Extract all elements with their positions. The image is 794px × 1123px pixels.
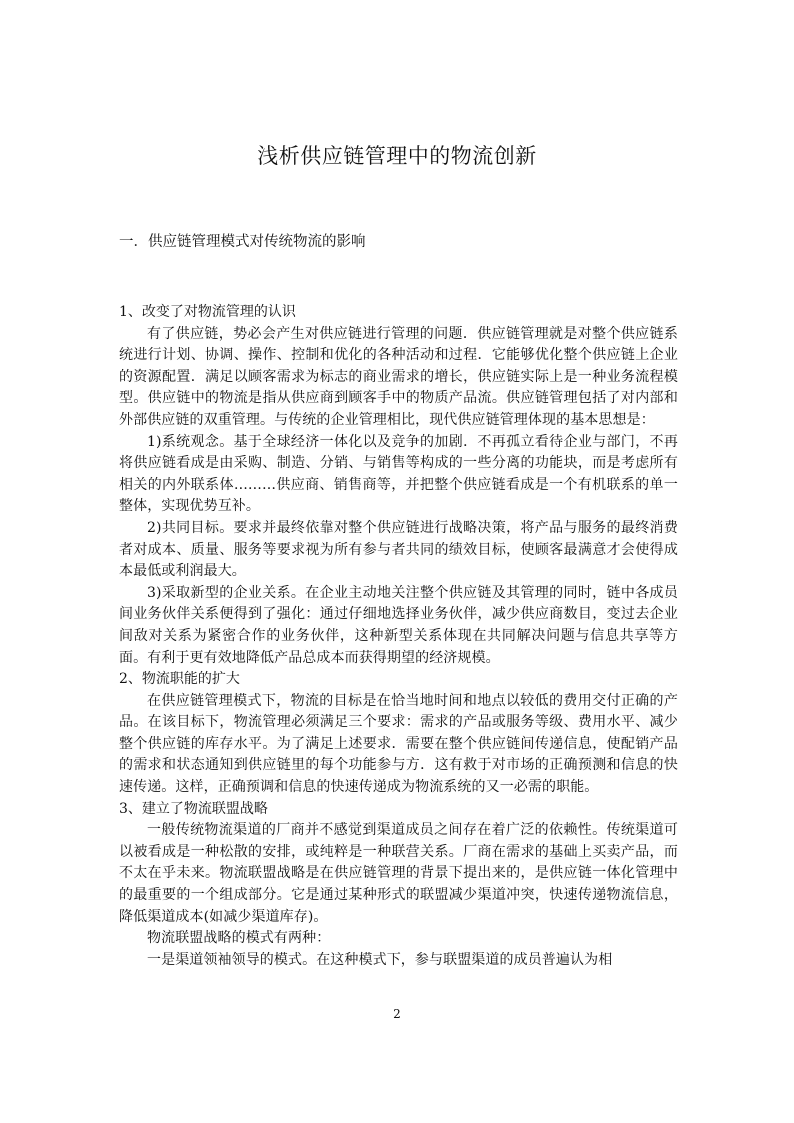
paragraph: 物流联盟战略的模式有两种：	[147, 930, 331, 947]
page-number: 2	[393, 1007, 401, 1021]
subsection-heading-2: 2、物流职能的扩大	[119, 671, 240, 688]
subsection-heading-1: 1、改变了对物流管理的认识	[119, 304, 296, 320]
paragraph: 在供应链管理模式下，物流的目标是在恰当地时间和地点以较低的费用交付正确的产品。在该目标下，物流管理必须满足三个要求：需求的产品或服务等级、费用水平、减少整个供应链的库存水平。为了满足上述要求．需要在整个供应链间传递信息，使配销产品的需求和状态通知到供应链里的每个功能参与方．这有救于对市场的正确预测和信息的快速传递。这样，正确预调和信息的快速传递成为物流系统的又一必需的职能。	[119, 692, 678, 796]
paragraph: 2)共同目标。要求并最终依靠对整个供应链进行战略决策，将产品与服务的最终消费者对成本、质量、服务等要求视为所有参与者共同的绩效目标，使顾客最满意才会使得成本最低或利润最大。	[119, 519, 678, 580]
paragraph: 有了供应链，势必会产生对供应链进行管理的问题．供应链管理就是对整个供应链系统进行计划、协调、操作、控制和优化的各种活动和过程．它能够优化整个供应链上企业的资源配置．满足以顾客需求为标志的商业需求的增长，供应链实际上是一种业务流程模型。供应链中的物流是指从供应商到顾客手中的物质产品流。供应链管理包括了对内部和外部供应链的双重管理。与传统的企业管理相比，现代供应链管理体现的基本思想是：	[119, 325, 678, 428]
document-body	[119, 302, 678, 971]
paragraph: 一般传统物流渠道的厂商并不感觉到渠道成员之间存在着广泛的依赖性。传统渠道可以被看成是一种松散的安排，或纯粹是一种联营关系。厂商在需求的基础上买卖产品，而不太在乎未来。物流联盟战略是在供应链管理的背景下提出来的，是供应链一体化管理中的最重要的一个组成部分。它是通过某种形式的联盟减少渠道冲突，快速传递物流信息，降低渠道成本(如减少渠道库存)。	[119, 822, 678, 925]
subsection-heading-3: 3、建立了物流联盟战略	[119, 800, 268, 817]
paragraph: 一是渠道领袖领导的模式。在这种模式下，参与联盟渠道的成员普遍认为相	[147, 951, 613, 968]
paragraph: 3)采取新型的企业关系。在企业主动地关注整个供应链及其管理的同时，链中各成员间业务伙伴关系便得到了强化：通过仔细地选择业务伙伴，减少供应商数目，变过去企业间敌对关系为紧密合作的业务伙伴，这种新型关系体现在共同解决问题与信息共享等方面。有利于更有效地降低产品总成本而获得期望的经济规模。	[119, 584, 678, 666]
section-heading: 一．供应链管理模式对传统物流的影响	[119, 234, 366, 250]
document-title: 浅析供应链管理中的物流创新	[257, 144, 537, 168]
paragraph: 1)系统观念。基于全球经济一体化以及竞争的加剧．不再孤立看待企业与部门，不再将供应链看成是由采购、制造、分销、与销售等构成的一些分离的功能块，而是考虑所有相关的内外联系体………供应商、销售商等，并把整个供应链看成是一个有机联系的单一整体，实现优势互补。	[119, 433, 678, 515]
